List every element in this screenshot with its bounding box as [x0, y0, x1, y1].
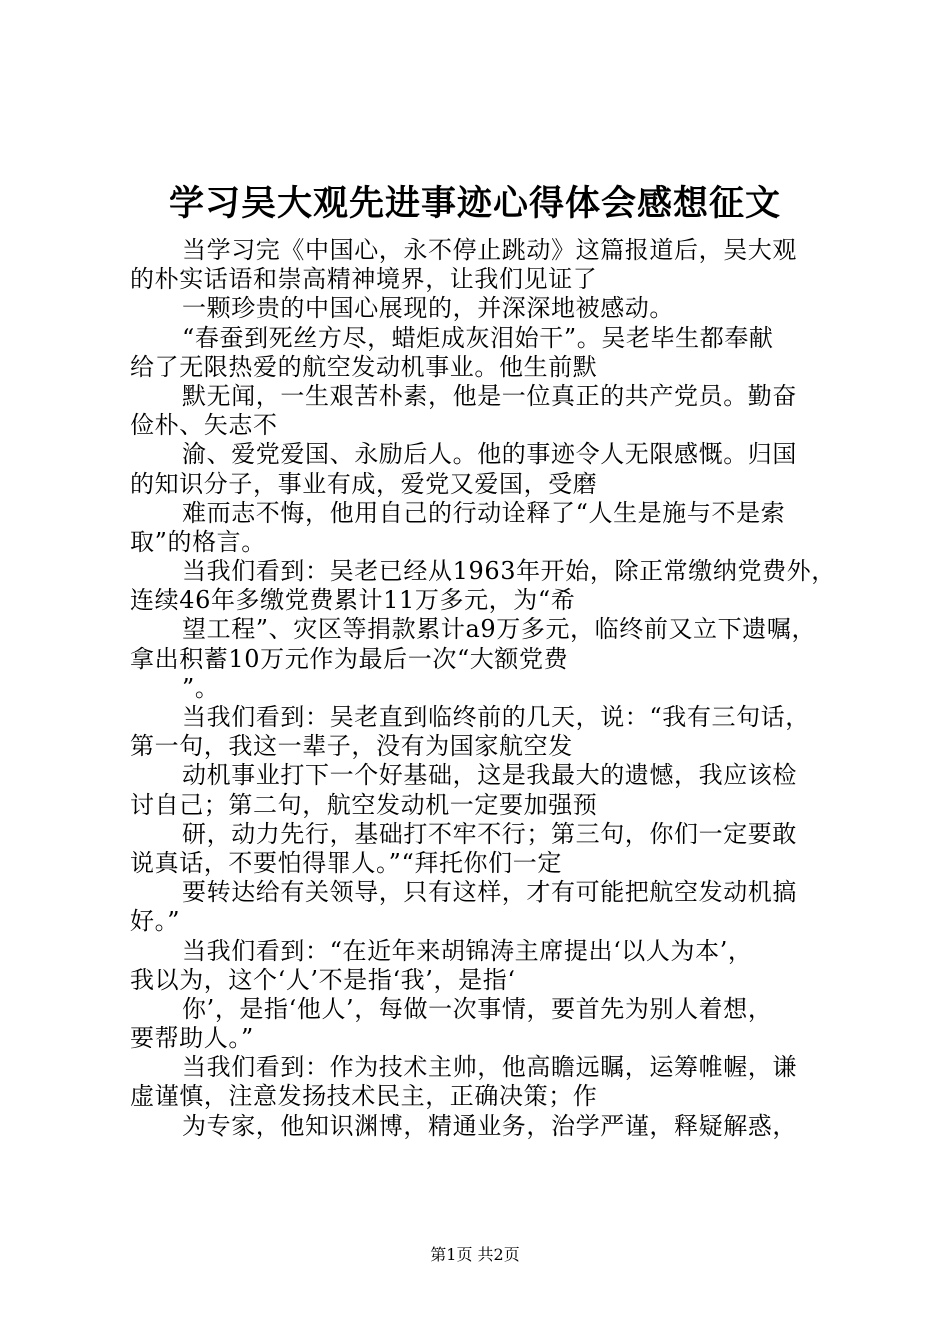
- text-line: 渝、爱党爱国、永励后人。他的事迹令人无限感慨。归国: [182, 440, 797, 469]
- text-line: 给了无限热爱的航空发动机事业。他生前默: [130, 352, 598, 381]
- text-line: 第一句，我这一辈子，没有为国家航空发: [130, 732, 573, 761]
- text-line: 的朴实话语和崇高精神境界，让我们见证了: [130, 265, 598, 294]
- text-line: 拿出积蓄10万元作为最后一次“大额党费: [130, 644, 569, 673]
- document-body: [130, 236, 836, 1141]
- text-line: 说真话，不要怕得罪人。”“拜托你们一定: [130, 848, 562, 877]
- text-line: 取”的格言。: [130, 527, 266, 556]
- text-line: 俭朴、矢志不: [130, 411, 278, 440]
- text-line: 当我们看到：吴老直到临终前的几天，说：“我有三句话，: [182, 703, 810, 731]
- text-line: 要帮助人。”: [130, 1024, 254, 1053]
- text-line: 当学习完《中国心，永不停止跳动》这篇报道后，吴大观: [182, 236, 797, 264]
- text-line: 连续46年多缴党费累计11万多元，为“希: [130, 586, 576, 615]
- text-line: 当我们看到：吴老已经从1963年开始，除正常缴纳党费外，: [182, 557, 836, 586]
- text-line: 好。”: [130, 907, 181, 936]
- text-line: 难而志不悔，他用自己的行动诠释了“人生是施与不是索: [182, 498, 786, 527]
- text-line: 默无闻，一生艰苦朴素，他是一位真正的共产党员。勤奋: [182, 381, 797, 410]
- text-line: 当我们看到：“在近年来胡锦涛主席提出‘以人为本’，: [182, 936, 753, 965]
- text-line: 要转达给有关领导，只有这样，才有可能把航空发动机搞: [182, 878, 797, 907]
- text-line: 讨自己；第二句，航空发动机一定要加强预: [130, 790, 598, 819]
- text-line: 动机事业打下一个好基础，这是我最大的遗憾，我应该检: [182, 761, 797, 790]
- text-line: 的知识分子，事业有成，爱党又爱国，受磨: [130, 469, 598, 498]
- text-line: 虚谨慎，注意发扬技术民主，正确决策；作: [130, 1082, 598, 1111]
- text-line: 你’，是指‘他人’，每做一次事情，要首先为别人着想，: [182, 994, 773, 1023]
- text-line: 一颗珍贵的中国心展现的，并深深地被感动。: [182, 294, 674, 323]
- text-line: “春蚕到死丝方尽，蜡炬成灰泪始干”。吴老毕生都奉献: [182, 323, 774, 352]
- text-line: 为专家，他知识渊博，精通业务，治学严谨，释疑解惑，: [182, 1111, 797, 1140]
- document-title: 学习吴大观先进事迹心得体会感想征文: [168, 183, 781, 224]
- text-line: 我以为，这个‘人’不是指‘我’，是指‘: [130, 965, 516, 994]
- page-footer: 第1页 共2页: [430, 1245, 520, 1264]
- text-line: 研，动力先行，基础打不牢不行；第三句，你们一定要敢: [182, 819, 797, 848]
- text-line: 当我们看到：作为技术主帅，他高瞻远瞩，运筹帷幄，谦: [182, 1053, 797, 1082]
- text-line: ”。: [182, 673, 220, 702]
- text-line: 望工程”、灾区等捐款累计a9万多元，临终前又立下遗嘱，: [182, 615, 817, 644]
